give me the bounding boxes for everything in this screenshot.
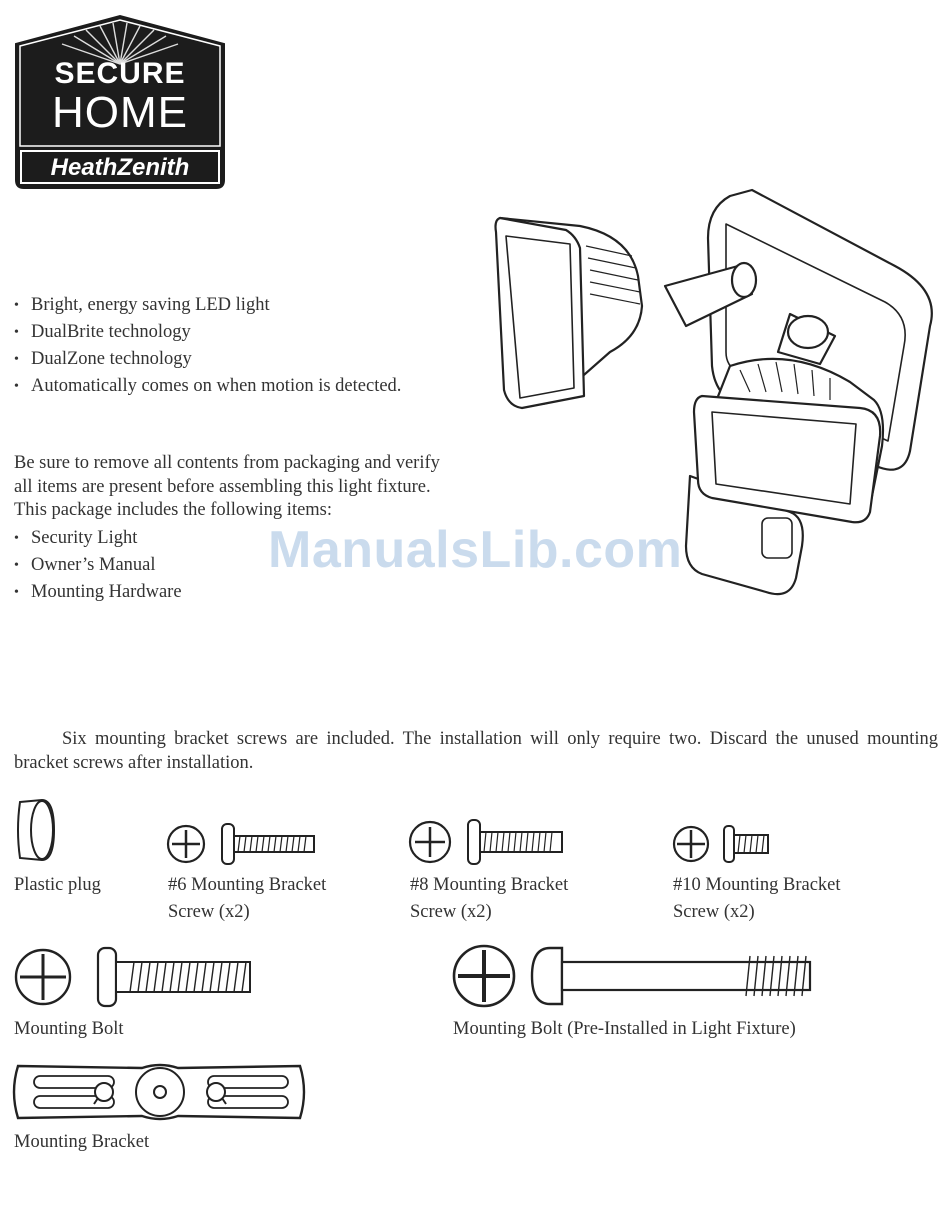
screw-8-label (410, 872, 568, 926)
screw-6-label-line2: Screw (x2) (168, 902, 250, 922)
feature-item: • Automatically comes on when motion is detected. (14, 373, 474, 400)
screw-6-icon (166, 822, 316, 866)
mounting-bolt-icon (14, 944, 254, 1010)
brand-logo (14, 14, 226, 190)
plastic-plug-icon (14, 798, 58, 864)
feature-item: • Bright, energy saving LED light (14, 292, 474, 319)
screw-6-label-line1: #6 Mounting Bracket (168, 875, 327, 895)
screw-10-icon (672, 822, 772, 866)
screw-10-label (673, 872, 841, 926)
watermark: ManualsLib.com (268, 521, 683, 579)
package-item: • Owner’s Manual (14, 552, 314, 579)
logo-secure: SECURE (54, 57, 186, 90)
feature-item: • DualBrite technology (14, 319, 474, 346)
mounting-bolt-label: Mounting Bolt (14, 1019, 124, 1039)
screw-8-label-line2: Screw (x2) (410, 902, 492, 922)
mounting-bracket-label: Mounting Bracket (14, 1132, 150, 1152)
plastic-plug-label: Plastic plug (14, 875, 101, 895)
screw-10-label-line1: #10 Mounting Bracket (673, 875, 841, 895)
mounting-bolt-preinstalled-icon (452, 942, 814, 1010)
feature-list (14, 292, 474, 400)
screw-8-label-line1: #8 Mounting Bracket (410, 875, 569, 895)
feature-item: • DualZone technology (14, 346, 474, 373)
logo-brand: HeathZenith (50, 154, 190, 181)
screw-10-label-line2: Screw (x2) (673, 902, 755, 922)
mounting-bolt-preinstalled-label: Mounting Bolt (Pre-Installed in Light Fixture) (453, 1019, 796, 1039)
mounting-bracket-icon (12, 1060, 310, 1124)
screw-6-label (168, 872, 326, 926)
hardware-note: Six mounting bracket screws are included. The installation will only require two. Discard the unused mounting bracket screws after installation. (14, 729, 938, 773)
package-item: • Security Light (14, 525, 314, 552)
logo-home: HOME (52, 88, 188, 137)
package-intro: Be sure to remove all contents from packaging and verify all items are present before assembling this light fixture. This package includes the following items: (14, 453, 440, 520)
screw-8-icon (408, 818, 564, 866)
package-item: • Mounting Hardware (14, 579, 314, 606)
